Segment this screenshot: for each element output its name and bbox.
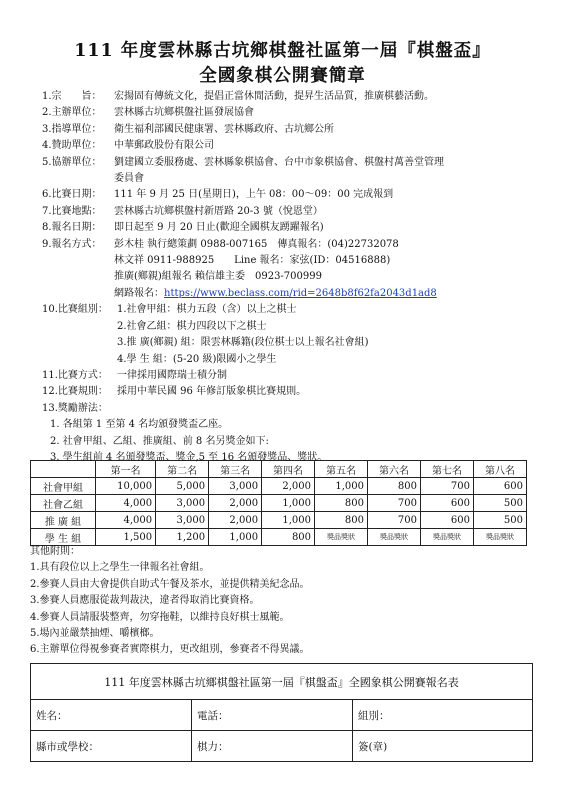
prize-value-cell: 1,500: [96, 529, 156, 546]
prize-row: [31, 495, 527, 512]
rule-text: 劉建國立委服務處、雲林縣象棋協會、台中市象棋協會、棋盤村萬善堂管理: [114, 156, 444, 168]
rule-item: [42, 138, 557, 154]
rule-label: 3.指導單位：: [42, 123, 102, 135]
rules-section: [42, 89, 557, 466]
prize-value-cell: 1,200: [156, 529, 209, 546]
award-item: 2. 社會甲組、乙組、推廣組、前 8 名另獎金如下:: [50, 435, 269, 447]
rule-text: 彭木桂 執行總策劃 0988-007165 傳真報名：(04)22732078: [114, 238, 399, 250]
prize-header-cell: 第五名: [315, 461, 368, 478]
prize-group-cell: 社會甲組: [31, 478, 96, 495]
prize-header-cell: 第二名: [156, 461, 209, 478]
rule-item: [42, 122, 557, 138]
rule-item: [42, 155, 557, 171]
rule-label: 7.比賽地點：: [42, 205, 102, 217]
group-field[interactable]: 組別：: [353, 700, 533, 731]
rule-text: 一律採用國際瑞士積分制: [117, 369, 227, 381]
prize-header-row: [31, 461, 527, 478]
rule-item: [42, 269, 557, 285]
prize-header-cell: 第七名: [420, 461, 473, 478]
prize-value-cell: 2,000: [209, 512, 262, 529]
prize-value-cell: 700: [368, 495, 421, 512]
prize-value-cell: 4,000: [96, 512, 156, 529]
prize-header-cell: 第八名: [473, 461, 526, 478]
prize-value-cell: 700: [420, 478, 473, 495]
prize-group-cell: 推 廣 組: [31, 512, 96, 529]
phone-field[interactable]: 電話：: [192, 700, 353, 731]
prize-value-cell: 獎品獎狀: [315, 529, 368, 546]
rule-text: 即日起至 9 月 20 日止(歡迎全國棋友踴躍報名): [114, 222, 324, 234]
other-rules: [30, 544, 550, 659]
other-rule-item: 1.具有段位以上之學生一律報名社會組。: [30, 562, 210, 574]
prize-value-cell: 獎品獎狀: [473, 529, 526, 546]
rule-item: [42, 204, 557, 220]
other-rule-item: 2.參賽人員由大會提供自助式午餐及茶水，並提供精美紀念品。: [30, 578, 310, 590]
prize-value-cell: 800: [262, 529, 315, 546]
prize-value-cell: 700: [368, 512, 421, 529]
award-item: 1. 各組第 1 至第 4 名均頒發獎盃乙座。: [50, 419, 229, 431]
prize-value-cell: 800: [368, 478, 421, 495]
other-rule-item: 5.場內並嚴禁抽煙、嚼檳榔。: [30, 628, 160, 640]
rule-text: 中華郵政股份有限公司: [114, 140, 214, 152]
other-rule-item: 6.主辦單位得視參賽者實際棋力，更改組別，參賽者不得異議。: [30, 644, 310, 656]
prize-row: [31, 478, 527, 495]
rule-label: 12.比賽規則：: [42, 386, 108, 398]
prize-value-cell: 600: [420, 512, 473, 529]
prize-value-cell: 1,000: [209, 529, 262, 546]
groups-row: [42, 302, 557, 318]
rule-item: [42, 105, 557, 121]
rule-item: [42, 237, 557, 253]
prize-value-cell: 2,000: [262, 478, 315, 495]
rule-label: 11.比賽方式：: [42, 369, 108, 381]
rule-label: 2.主辦單位：: [42, 107, 102, 119]
signature-field[interactable]: 簽(章): [353, 731, 533, 762]
prize-value-cell: 500: [473, 512, 526, 529]
prize-value-cell: 800: [315, 512, 368, 529]
web-registration-link[interactable]: https://www.beclass.com/rid=2648b8f62fa2043d1ad8: [164, 287, 437, 299]
rule-text: 111 年 9 月 25 日(星期日)，上午 08：00～09：00 完成報到: [114, 189, 394, 201]
prize-value-cell: 5,000: [156, 478, 209, 495]
prize-value-cell: 800: [315, 495, 368, 512]
prize-table: [30, 460, 527, 546]
rule-label: 8.報名日期：: [42, 222, 102, 234]
rule-text: 推廣(鄉親)組報名 賴信雄主委 0923-700999: [114, 271, 322, 283]
rule-text: 雲林縣古坑鄉棋盤村新厝路 20-3 號（悅恩堂）: [114, 205, 323, 217]
document-subtitle: 全國象棋公開賽簡章: [199, 66, 366, 86]
award-item: 3. 學生組前 4 名頒發獎盃、獎金,5 至 16 名頒發獎品、獎狀。: [50, 451, 328, 463]
other-rule-item: 4.參賽人員請服裝整齊，勿穿拖鞋，以維持良好棋士風範。: [30, 611, 290, 623]
rule-item: [42, 171, 557, 187]
rule-label: 6.比賽日期：: [42, 189, 102, 201]
prize-value-cell: 3,000: [209, 478, 262, 495]
rule-label: [42, 253, 114, 269]
web-registration-row: [42, 286, 557, 302]
rule-label: 4.贊助單位：: [42, 140, 102, 152]
other-rule-item: 3.參賽人員應服從裁判裁決，違者得取消比賽資格。: [30, 595, 260, 607]
prize-row: [31, 512, 527, 529]
rule-text: 林文祥 0911-988925 Line 報名：家弦(ID：04516888): [114, 255, 391, 267]
rule-text: 宏揚固有傳統文化，提倡正當休閒活動，提昇生活品質，推廣棋藝活動。: [114, 91, 434, 102]
registration-form: [30, 663, 533, 762]
rule-text: 委員會: [114, 173, 144, 185]
prize-value-cell: 獎品獎狀: [420, 529, 473, 546]
prize-value-cell: 2,000: [209, 495, 262, 512]
prize-value-cell: 600: [420, 495, 473, 512]
rule-item: [42, 187, 557, 203]
prize-value-cell: 3,000: [156, 495, 209, 512]
group-item: 2.社會乙組：棋力四段以下之棋士: [117, 320, 267, 332]
prize-value-cell: 1,000: [315, 478, 368, 495]
prize-value-cell: 3,000: [156, 512, 209, 529]
rule-label: [42, 171, 114, 187]
group-item: 4.學 生 組：(5-20 級)限國小之學生: [117, 353, 277, 365]
prize-value-cell: 獎品獎狀: [368, 529, 421, 546]
rule-item: [42, 368, 557, 384]
document-title: 111 年度雲林縣古坑鄉棋盤社區第一屆『棋盤盃』: [74, 41, 491, 61]
prize-value-cell: 1,000: [262, 512, 315, 529]
group-item: 1.社會甲組：棋力五段（含）以上之棋士: [117, 304, 297, 316]
rule-item: [42, 253, 557, 269]
prize-value-cell: 500: [473, 495, 526, 512]
prize-value-cell: 4,000: [96, 495, 156, 512]
prize-row: [31, 529, 527, 546]
rule-item: [42, 384, 557, 400]
groups-label: 10.比賽組別：: [42, 304, 108, 316]
rule-label: [42, 269, 114, 285]
rule-text: 雲林縣古坑鄉棋盤社區發展協會: [114, 107, 254, 119]
prize-value-cell: 600: [473, 478, 526, 495]
prize-header-cell: [31, 461, 96, 478]
prize-header-cell: 第四名: [262, 461, 315, 478]
school-field[interactable]: 縣市或學校：: [31, 731, 192, 762]
awards-label: 13.獎勵辦法：: [42, 402, 108, 414]
rule-text: 採用中華民國 96 年修訂版象棋比賽規則。: [117, 386, 307, 398]
prize-group-cell: 社會乙組: [31, 495, 96, 512]
strength-field[interactable]: 棋力：: [192, 731, 353, 762]
name-field[interactable]: 姓名：: [31, 700, 192, 731]
prize-group-cell: 學 生 組: [31, 529, 96, 546]
rules-list: [42, 89, 557, 286]
prize-header-cell: 第三名: [209, 461, 262, 478]
prize-header-cell: 第六名: [368, 461, 421, 478]
prize-header-cell: 第一名: [96, 461, 156, 478]
rule-item: [42, 89, 557, 105]
registration-form-title: 111 年度雲林縣古坑鄉棋盤社區第一屆『棋盤盃』全國象棋公開賽報名表: [31, 664, 533, 700]
rule-label: 5.協辦單位：: [42, 156, 102, 168]
prize-value-cell: 10,000: [96, 478, 156, 495]
other-rules-title: 其他附則：: [30, 546, 80, 557]
rule-text: 衛生福利部國民健康署、雲林縣政府、古坑鄉公所: [114, 123, 334, 135]
group-item: 3.推 廣(鄉親) 組：限雲林縣籍(段位棋士以上報名社會組): [117, 337, 369, 349]
rule-label: 9.報名方式：: [42, 238, 102, 250]
prize-value-cell: 1,000: [262, 495, 315, 512]
web-registration-label: 網路報名：: [114, 287, 164, 299]
rule-label: 1.宗 旨：: [42, 91, 102, 102]
rule-item: [42, 220, 557, 236]
